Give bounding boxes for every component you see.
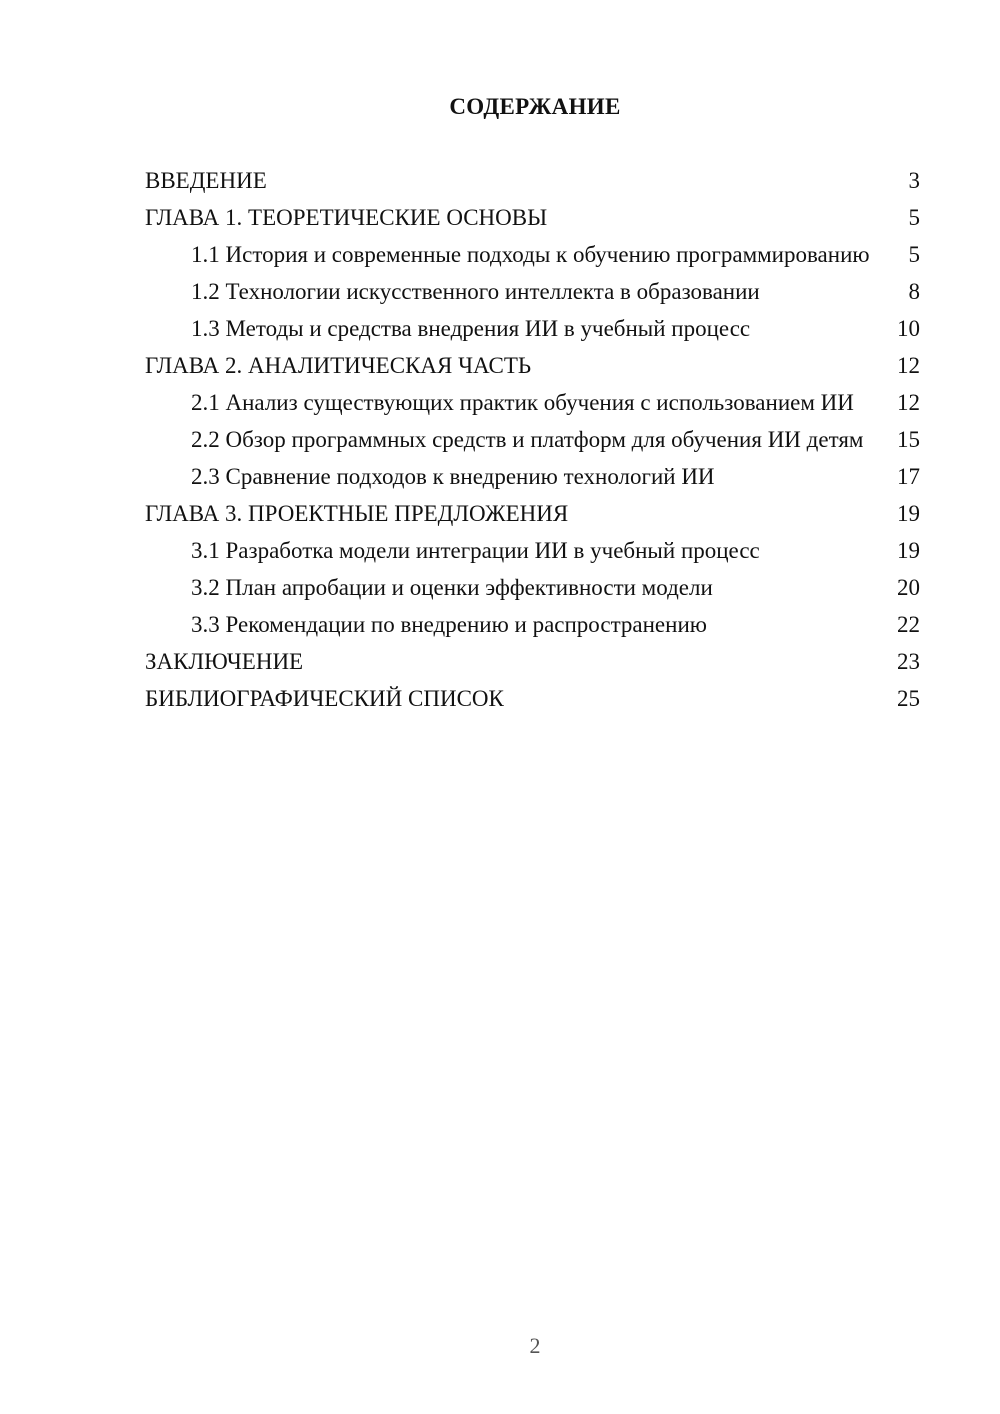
toc-entry-page: 15	[897, 427, 920, 452]
toc-entry-page: 8	[908, 279, 920, 304]
toc-entry-section-3-1[interactable]	[145, 538, 920, 564]
toc-entry-text: 2.2 Обзор программных средств и платформ для обучения ИИ детям	[191, 427, 864, 452]
toc-entry-page: 12	[897, 353, 920, 378]
toc-entry-text: ГЛАВА 3. ПРОЕКТНЫЕ ПРЕДЛОЖЕНИЯ	[145, 501, 569, 526]
toc-entry-page: 5	[908, 205, 920, 230]
toc-entry-section-2-1[interactable]	[145, 390, 920, 416]
toc-entry-text: 1.3 Методы и средства внедрения ИИ в учебный процесс	[191, 316, 751, 341]
toc-entry-page: 20	[897, 575, 920, 600]
toc-entry-text: 2.1 Анализ существующих практик обучения с использованием ИИ	[191, 390, 854, 415]
toc-entry-section-2-3[interactable]	[145, 464, 920, 490]
toc-entry-bibliography[interactable]	[145, 686, 920, 712]
toc-entry-section-2-2[interactable]	[145, 427, 920, 453]
toc-entry-section-1-3[interactable]	[145, 316, 920, 342]
toc-entry-page: 19	[897, 538, 920, 563]
toc-entry-text: 3.3 Рекомендации по внедрению и распространению	[191, 612, 707, 637]
toc-entry-text: 1.2 Технологии искусственного интеллекта в образовании	[191, 279, 760, 304]
toc-entry-page: 12	[897, 390, 920, 415]
toc-entry-page: 22	[897, 612, 920, 637]
toc-entry-page: 17	[897, 464, 920, 489]
toc-entry-introduction[interactable]	[145, 168, 920, 194]
toc-entry-chapter-1[interactable]	[145, 205, 920, 231]
toc-entry-text: БИБЛИОГРАФИЧЕСКИЙ СПИСОК	[145, 686, 504, 711]
toc-entry-text: 3.2 План апробации и оценки эффективности модели	[191, 575, 713, 600]
toc-entry-conclusion[interactable]	[145, 649, 920, 675]
toc-entry-section-1-2[interactable]	[145, 279, 920, 305]
toc-entry-chapter-2[interactable]	[145, 353, 920, 379]
toc-entry-section-3-2[interactable]	[145, 575, 920, 601]
toc-entry-text: ГЛАВА 2. АНАЛИТИЧЕСКАЯ ЧАСТЬ	[145, 353, 532, 378]
page-title: СОДЕРЖАНИЕ	[449, 94, 621, 119]
toc-entry-text: ВВЕДЕНИЕ	[145, 168, 267, 193]
toc-entry-section-1-1[interactable]	[145, 242, 920, 268]
toc-entry-text: 3.1 Разработка модели интеграции ИИ в учебный процесс	[191, 538, 760, 563]
toc-entry-page: 5	[908, 242, 920, 267]
toc-entry-text: 1.1 История и современные подходы к обучению программированию	[191, 242, 870, 267]
table-of-contents	[145, 168, 920, 723]
toc-entry-text: ГЛАВА 1. ТЕОРЕТИЧЕСКИЕ ОСНОВЫ	[145, 205, 548, 230]
toc-entry-page: 3	[908, 168, 920, 193]
toc-entry-section-3-3[interactable]	[145, 612, 920, 638]
toc-entry-text: ЗАКЛЮЧЕНИЕ	[145, 649, 304, 674]
toc-entry-page: 10	[897, 316, 920, 341]
toc-entry-page: 25	[897, 686, 920, 711]
page-number: 2	[529, 1333, 541, 1358]
toc-entry-page: 23	[897, 649, 920, 674]
toc-entry-text: 2.3 Сравнение подходов к внедрению технологий ИИ	[191, 464, 715, 489]
toc-entry-page: 19	[897, 501, 920, 526]
toc-entry-chapter-3[interactable]	[145, 501, 920, 527]
